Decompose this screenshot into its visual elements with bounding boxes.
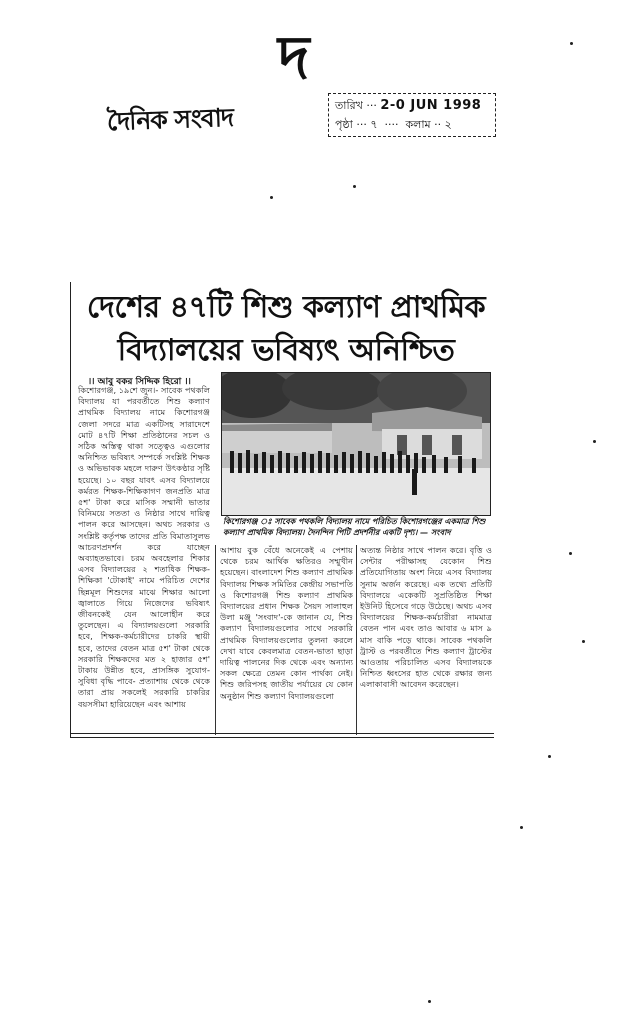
stamp-page-value: ৭ [370, 118, 378, 131]
stamp-column-label: কলাম [405, 118, 431, 131]
byline: ।। আবু বকর সিদ্দিক হিরো ।। [88, 377, 191, 387]
article-column-2: আশায় বুক বেঁধে অনেকেই এ পেশায় থেকে চরম আর্থিক ক্ষতিরও সম্মুখীন হয়েছেন। বাংলাদেশ শিশু কল্যাণ প্রাথমিক বিদ্যালয় শিক্ষক সমিতির কেন্দ্রীয় সভাপতি ও কিশোরগঞ্জ শিশু কল্যাণ প্রাথমিক বিদ্যালয়ের প্রধান শিক্ষক সৈয়দ সালাহুল উলা মঞ্জু 'সংবাদ'-কে জানান যে, শিশু কল্যাণ বিদ্যালয়গুলোর সাথে সরকারি প্রাথমিক বিদ্যালয়গুলোর তুলনা করলে দেখা যাবে কেবলমাত্র বেতন-ভাতা ছাড়া দায়িত্ব পালনের দিক থেকে এবং অন্যান্য সকল ক্ষেত্রে তেমন কোন পার্থক্য নেই। শিশু জরিপসহ জাতীয় পর্যায়ের যে কোন অনুষ্ঠান শিশু কল্যাণ বিদ্যালয়গুলো [220, 545, 353, 701]
headline-line-2: বিদ্যালয়ের ভবিষ্যৎ অনিশ্চিত [117, 333, 455, 368]
speck [582, 640, 585, 643]
column-divider [215, 545, 216, 735]
speck [270, 196, 273, 199]
stamp-date-label: তারিখ [335, 99, 363, 112]
photo-caption: কিশোরগঞ্জ ঃ সাবেক পথকলি বিদ্যালয় নামে পরিচিত কিশোরগঞ্জের একমাত্র শিশু কল্যাণ প্রাথমিক বিদ্যালয়। দৈনন্দিন পিটি প্রদর্শনীর একটি দৃশ্য। — সংবাদ [223, 517, 486, 537]
stamp-page-row: পৃষ্ঠা ··· ৭ ···· কলাম ·· ২ [335, 118, 452, 131]
stamp-date-row: তারিখ ··· 2-0 JUN 1998 [335, 98, 482, 113]
article-photo [221, 372, 491, 516]
date-stamp [328, 93, 496, 137]
stamp-date-value: 2-0 JUN 1998 [380, 98, 482, 113]
speck [520, 826, 523, 829]
speck [353, 185, 356, 188]
speck [569, 552, 572, 555]
speck [593, 440, 596, 443]
newspaper-name: দৈনিক সংবাদ [106, 102, 234, 137]
article-column-1: কিশোরগঞ্জ, ১৯শে জুন।- সাবেক পথকলি বিদ্যালয় যা পরবর্তীতে শিশু কল্যাণ প্রাথমিক বিদ্যালয় নামে কিশোরগঞ্জ জেলা সদরে মাত্র একটিসহ সারাদেশে মোট ৪৭টি শিক্ষা প্রতিষ্ঠানের সচল ও সঠিক অস্তিত্ব থাকা সত্ত্বেও এগুলোর অনিশ্চিত ভবিষ্যৎ সম্পর্কে সংশ্লিষ্ট শিক্ষক ও অভিভাবক মহলে দারুণ উৎকণ্ঠার সৃষ্টি হয়েছে। ১০ বছর যাবৎ এসব বিদ্যালয়ে কর্মরত শিক্ষক-শিক্ষিকাগণ জনপ্রতি মাত্র ৫শ' টাকা করে মাসিক সম্মানী ভাতার বিনিময়ে সততা ও নিষ্ঠার সাথে দায়িত্ব পালন করে আসছেন। অথচ সরকার ও সংশ্লিষ্ট কর্তৃপক্ষ তাদের প্রতি বিমাতাসুলভ আচরণপ্রদর্শন করে যাচ্ছেন অব্যাহতভাবে। চরম অবহেলার শিকার এসব বিদ্যালয়ের ২ শতাধিক শিক্ষক-শিক্ষিকা 'টোকাই' নামে পরিচিত দেশের ছিন্নমূল শিশুদের মাঝে শিক্ষার আলো জ্বালাতে গিয়ে নিজেদের ভবিষ্যৎ জীবনকেই যেন আলোহীন করে তুলেছেন। এ বিদ্যালয়গুলো সরকারি হবে, শিক্ষক-কর্মচারীদের চাকরি স্থায়ী হবে, তাদের বেতন মাত্র ৫শ' টাকা থেকে সরকারি শিক্ষকদের মত ২ হাজার ৫শ' টাকায় উন্নীত হবে, প্রাসঙ্গিক সুযোগ-সুবিধা বৃদ্ধি পাবে- প্রত্যাশায় থেকে থেকে তারা প্রায় সকলেই সরকারি চাকরির বয়সসীমা হারিয়েছেন এবং আশায় [78, 385, 210, 709]
article-column-3: অত্যন্ত নিষ্ঠার সাথে পালন করে। বৃত্তি ও সেন্টার পরীক্ষাসহ যেকোন শিশু প্রতিযোগিতায় অংশ নিয়ে এসব বিদ্যালয় সুনাম অর্জন করেছে। এক তথ্যে প্রতিটি বিদ্যালয়ে একেকটি সুপ্রতিষ্ঠিত শিক্ষা ইউনিট হিসেবে গড়ে উঠেছে। অথচ এসব বিদ্যালয়ের শিক্ষক-কর্মচারীরা নামমাত্র বেতন পান এবং তাও আবার ৬ মাস ৯ মাস বাকি পড়ে থাকে। সাবেক পথকলি ট্রাস্ট ও পরবর্তীতে শিশু কল্যাণ ট্রাস্টের আওতায় পরিচালিত এসব বিদ্যালয়কে নিশ্চিত ধ্বংসের হাত থেকে রক্ষার জন্য এলাকাবাসী আবেদন করেছেন। [360, 545, 492, 690]
bottom-rule [70, 733, 494, 738]
page-mark: দ [278, 23, 310, 93]
speck [570, 42, 573, 45]
stamp-column-value: ২ [444, 118, 452, 131]
speck [428, 1000, 431, 1003]
school-assembly-photo [222, 373, 490, 515]
speck [548, 755, 551, 758]
stamp-page-label: পৃষ্ঠা [335, 118, 353, 131]
column-divider [356, 545, 357, 735]
article-headline [76, 286, 496, 372]
headline-line-1: দেশের ৪৭টি শিশু কল্যাণ প্রাথমিক [86, 290, 486, 325]
